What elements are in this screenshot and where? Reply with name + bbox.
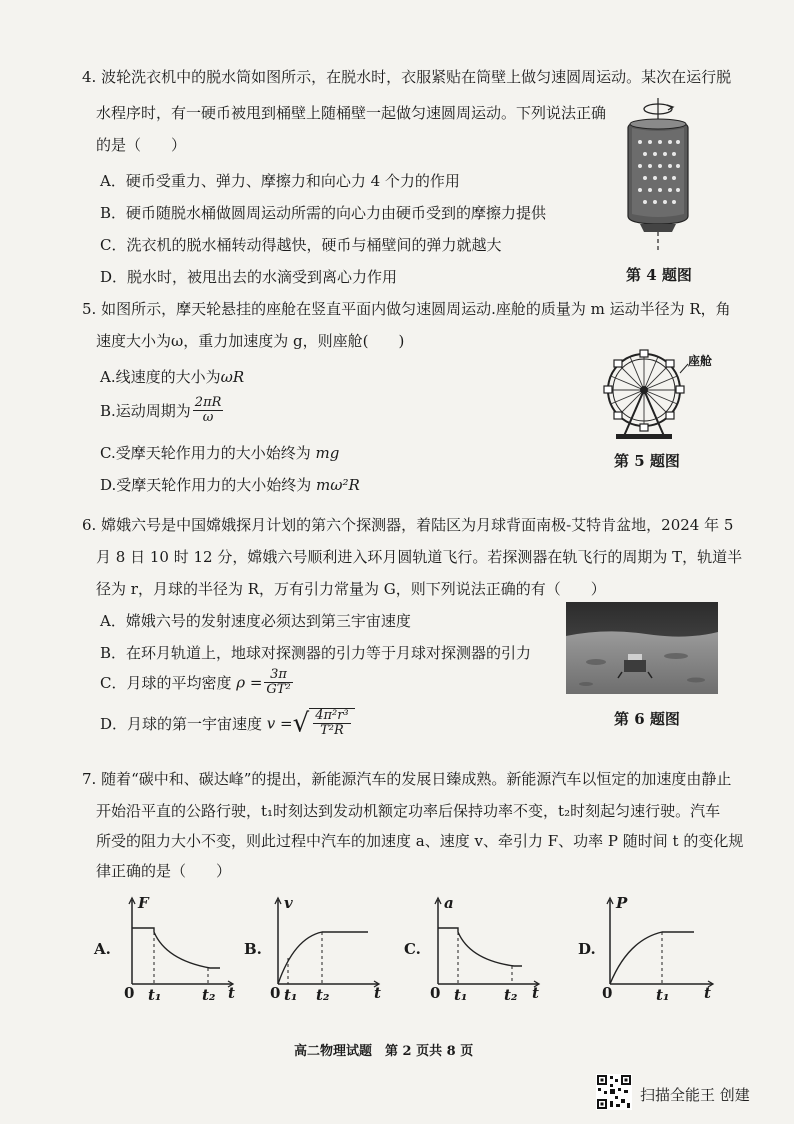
q5-option-b-numerator: 2πR: [194, 395, 222, 410]
q5-caption: 第 5 题图: [614, 452, 680, 470]
graph-d-x-label: t: [704, 984, 711, 1002]
graph-c-x-label: t: [532, 984, 539, 1002]
q5-option-b-denominator: ω: [202, 410, 214, 425]
graph-a-t1: t₁: [148, 986, 162, 1004]
graph-c-t1: t₁: [454, 986, 468, 1004]
q5-figure-label: 座舱: [688, 354, 713, 368]
q5-option-c-text: C.受摩天轮作用力的大小始终为: [100, 444, 316, 462]
graph-b-t1: t₁: [284, 986, 298, 1004]
q6-line1: 6. 嫦娥六号是中国嫦娥探月计划的第六个探测器，着陆区为月球背面南极-艾特肯盆地，2024 年 5: [82, 516, 734, 534]
q6-option-d: [100, 708, 355, 739]
q6-option-d-numerator: 4π²r³: [315, 708, 349, 723]
scanner-watermark: 扫描全能王 创建: [640, 1086, 750, 1104]
q4-option-d: D．脱水时，被甩出去的水滴受到离心力作用: [100, 268, 398, 286]
page-footer: 高二物理试题 第 2 页共 8 页: [294, 1044, 474, 1059]
spin-dryer-drum-figure: [618, 98, 698, 253]
q6-option-c-numerator: 3π: [264, 668, 292, 683]
graph-d-t1: t₁: [656, 986, 670, 1004]
q7-line2: 开始沿平直的公路行驶，t₁时刻达到发动机额定功率后保持功率不变，t₂时刻起匀速行驶。汽车: [96, 802, 721, 820]
q6-option-d-sqrt: [293, 708, 355, 739]
q4-option-b: B．硬币随脱水桶做圆周运动所需的向心力由硬币受到的摩擦力提供: [100, 204, 547, 222]
q7-line4: 律正确的是（ ）: [96, 862, 232, 880]
q4-option-a: A．硬币受重力、弹力、摩擦力和向心力 4 个力的作用: [100, 172, 460, 190]
q7-line3: 所受的阻力大小不变，则此过程中汽车的加速度 a、速度 v、牵引力 F、功率 P 随时间 t 的变化规: [96, 832, 744, 850]
q6-option-d-lhs: v =: [266, 714, 293, 733]
q5-option-d-math: mω²R: [316, 476, 360, 494]
q7-line1: 7. 随着“碳中和、碳达峰”的提出，新能源汽车的发展日臻成熟。新能源汽车以恒定的加速度由静止: [82, 770, 732, 788]
graph-b-origin: 0: [270, 984, 281, 1002]
graph-c-y-label: a: [444, 894, 454, 912]
qr-code-icon: [596, 1074, 632, 1110]
q5-option-b-fraction: [193, 396, 224, 425]
q5-option-d-text: D.受摩天轮作用力的大小始终为: [100, 476, 317, 494]
q6-option-c-denominator: GT²: [266, 682, 291, 697]
graph-a-x-label: t: [228, 984, 235, 1002]
q5-line2: 速度大小为ω，重力加速度为 g，则座舱( ): [96, 332, 405, 350]
q4-line2: 水程序时，有一硬币被甩到桶壁上随桶壁一起做匀速圆周运动。下列说法正确: [96, 104, 607, 122]
q5-option-d: [100, 474, 360, 495]
graph-c-origin: 0: [430, 984, 441, 1002]
graph-d-y-label: P: [616, 894, 628, 912]
q4-line3: 的是（ ）: [96, 136, 187, 154]
q6-caption: 第 6 题图: [614, 710, 680, 728]
graph-b-t2: t₂: [316, 986, 330, 1004]
q5-option-b-text: B.运动周期为: [100, 402, 191, 420]
q5-option-c: [100, 442, 339, 463]
graph-b-option: B.: [244, 940, 262, 958]
q6-option-a: A．嫦娥六号的发射速度必须达到第三宇宙速度: [100, 612, 411, 630]
q5-option-c-math: mg: [315, 444, 340, 462]
q4-caption: 第 4 题图: [626, 266, 692, 284]
q6-line2: 月 8 日 10 时 12 分，嫦娥六号顺利进入环月圆轨道飞行。若探测器在轨飞行的周期为 T，轨道半: [96, 548, 743, 566]
graph-a-option: A.: [94, 940, 111, 958]
q5-line1: 5. 如图所示，摩天轮悬挂的座舱在竖直平面内做匀速圆周运动.座舱的质量为 m 运动半径为 R，角: [82, 300, 731, 318]
graph-b-x-label: t: [374, 984, 381, 1002]
q4-option-c: C．洗衣机的脱水桶转动得越快，硬币与桶壁间的弹力就越大: [100, 236, 502, 254]
graph-d-origin: 0: [602, 984, 613, 1002]
q6-option-d-text: D．月球的第一宇宙速度: [100, 714, 267, 733]
graph-a-origin: 0: [124, 984, 135, 1002]
lunar-surface-photo: [566, 602, 718, 694]
sqrt-symbol: √: [292, 708, 310, 739]
q5-option-a-math: ωR: [220, 368, 245, 386]
q5-option-b: [100, 396, 225, 425]
graph-c-option: C.: [404, 940, 421, 958]
q5-option-a: [100, 366, 244, 387]
graph-a-y-label: F: [138, 894, 149, 912]
q6-option-c-fraction: [264, 668, 292, 697]
q6-option-c: [100, 668, 295, 697]
q6-option-c-lhs: ρ =: [236, 673, 263, 692]
q6-option-d-denominator: T²R: [320, 723, 344, 738]
q6-option-b: B．在环月轨道上，地球对探测器的引力等于月球对探测器的引力: [100, 644, 532, 662]
q5-option-a-text: A.线速度的大小为: [100, 368, 221, 386]
graph-d-option: D.: [578, 940, 596, 958]
q6-line3: 径为 r，月球的半径为 R，万有引力常量为 G，则下列说法正确的有（ ）: [96, 580, 606, 598]
q6-option-d-fraction: [313, 709, 350, 738]
graph-a-t2: t₂: [202, 986, 216, 1004]
q4-line1: 4. 波轮洗衣机中的脱水筒如图所示，在脱水时，衣服紧贴在筒壁上做匀速圆周运动。某次在运行脱: [82, 68, 732, 86]
q6-option-c-text: C．月球的平均密度: [100, 674, 237, 692]
graph-c-t2: t₂: [504, 986, 518, 1004]
graph-b-y-label: v: [284, 894, 293, 912]
